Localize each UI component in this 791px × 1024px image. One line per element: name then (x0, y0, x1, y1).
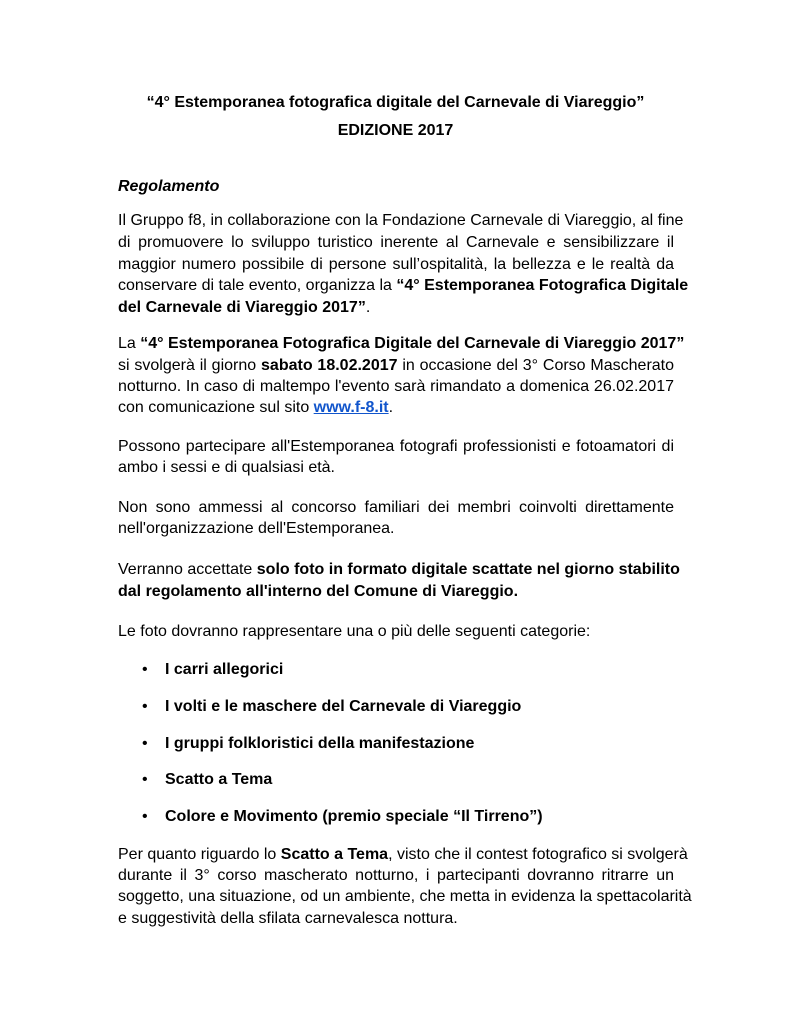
intro-text: con comunicazione sul sito (118, 399, 314, 416)
theme-text: , visto che il contest fotografico si svolgerà (388, 846, 688, 863)
event-name-bold: “4° Estemporanea Fotografica Digitale del Carnevale di Viareggio 2017” (140, 335, 685, 352)
intro-text: si svolgerà il giorno (118, 357, 262, 374)
paragraph-intro-line (118, 276, 689, 296)
paragraph-exclusions-line: Non sono ammessi al concorso familiari dei membri coinvolti direttamente (118, 499, 674, 516)
category-item: Scatto a Tema (165, 771, 273, 788)
paragraph-theme-line (118, 845, 688, 865)
paragraph-accepted-line (118, 560, 680, 580)
paragraph-intro-line: Il Gruppo f8, in collaborazione con la Fondazione Carnevale di Viareggio, al fine (118, 212, 684, 229)
bullet-icon: • (142, 771, 148, 788)
period: . (365, 299, 371, 316)
bullet-icon: • (142, 698, 148, 715)
paragraph-participants-line: ambo i sessi e di qualsiasi età. (118, 459, 335, 476)
category-item: I volti e le maschere del Carnevale di Viareggio (165, 698, 522, 715)
bullet-icon: • (142, 808, 148, 825)
event-date-bold: sabato 18.02.2017 (261, 357, 398, 374)
paragraph-date-line (118, 334, 685, 354)
categories-intro: Le foto dovranno rappresentare una o più delle seguenti categorie: (118, 623, 591, 640)
paragraph-date-line (118, 398, 393, 418)
intro-text: La (118, 335, 141, 352)
category-item: I gruppi folkloristici della manifestazione (165, 735, 475, 752)
paragraph-theme-line: durante il 3° corso mascherato notturno, i partecipanti dovranno ritrarre un (118, 867, 674, 884)
bullet-icon: • (142, 661, 148, 678)
paragraph-date-line: notturno. In caso di maltempo l'evento sarà rimandato a domenica 26.02.2017 (118, 378, 674, 395)
edition-title: EDIZIONE 2017 (337, 122, 454, 139)
intro-text: Per quanto riguardo lo (118, 846, 281, 863)
period: . (388, 399, 394, 416)
paragraph-accepted-line: dal regolamento all'interno del Comune di Viareggio. (118, 583, 519, 600)
occasion-text: in occasione del 3° Corso Mascherato (397, 357, 675, 374)
theme-name-bold: Scatto a Tema (280, 846, 389, 863)
paragraph-theme-line: e suggestività della sfilata carnevalesca nottura. (118, 910, 458, 927)
paragraph-exclusions-line: nell'organizzazione dell'Estemporanea. (118, 520, 395, 537)
paragraph-theme-line: soggetto, una situazione, od un ambiente, che metta in evidenza la spettacolarità (118, 888, 692, 905)
event-name-bold: del Carnevale di Viareggio 2017” (118, 299, 366, 316)
bullet-icon: • (142, 735, 148, 752)
document-title: “4° Estemporanea fotografica digitale del Carnevale di Viareggio” (146, 94, 645, 111)
category-item: I carri allegorici (165, 661, 284, 678)
paragraph-intro-line (118, 298, 370, 318)
paragraph-date-line (118, 356, 674, 376)
category-item: Colore e Movimento (premio speciale “Il Tirreno”) (165, 808, 543, 825)
paragraph-participants-line: Possono partecipare all'Estemporanea fotografi professionisti e fotoamatori di (118, 438, 674, 455)
accepted-rule-bold: solo foto in formato digitale scattate nel giorno stabilito (256, 561, 680, 578)
section-heading: Regolamento (118, 178, 220, 195)
intro-text: Verranno accettate (118, 561, 257, 578)
paragraph-intro-line: di promuovere lo sviluppo turistico inerente al Carnevale e sensibilizzare il (118, 234, 674, 251)
paragraph-intro-line: maggior numero possibile di persone sull’ospitalità, la bellezza e le realtà da (118, 256, 674, 273)
intro-text: conservare di tale evento, organizza la (118, 277, 397, 294)
event-name-bold: “4° Estemporanea Fotografica Digitale (396, 277, 689, 294)
website-link[interactable]: www.f-8.it (313, 399, 389, 416)
